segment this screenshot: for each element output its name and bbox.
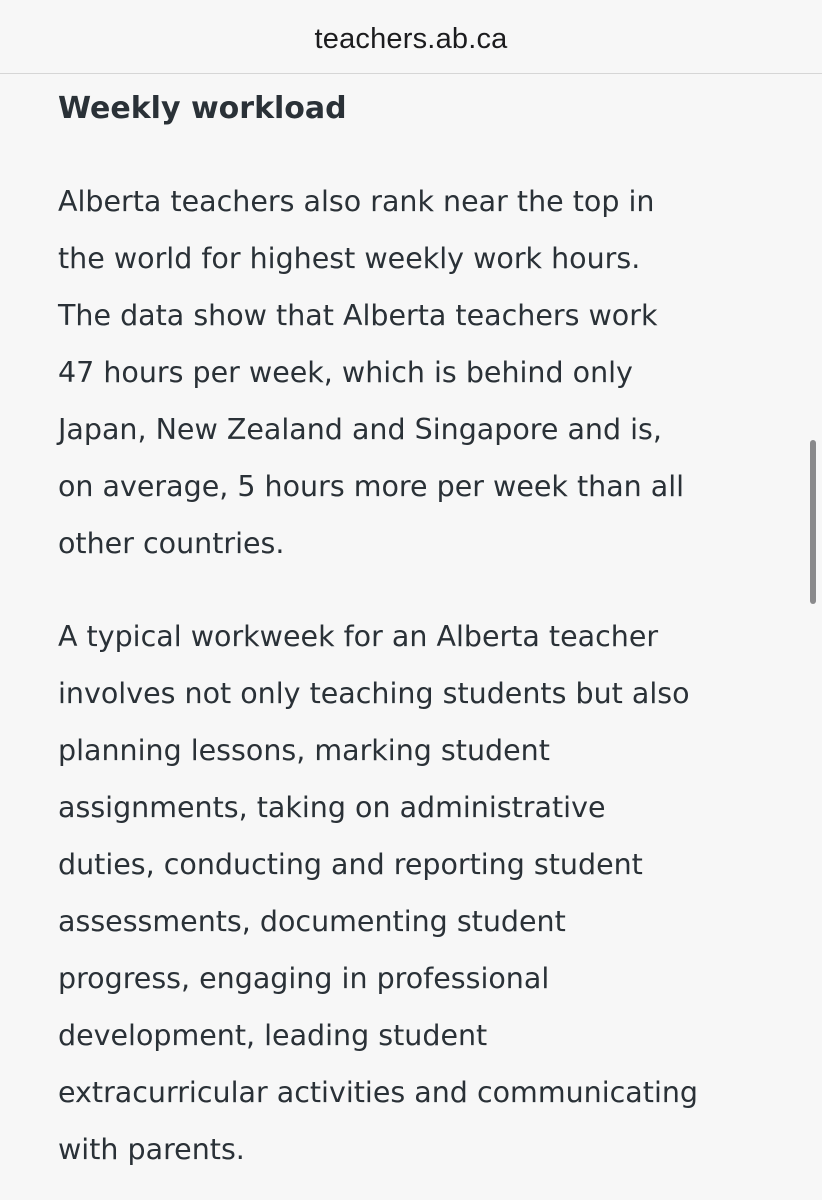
paragraph-line: assignments, taking on administrative	[58, 791, 606, 824]
paragraph-line: extracurricular activities and communicating	[58, 1076, 699, 1109]
address-bar[interactable]	[0, 0, 822, 74]
scrollbar-thumb[interactable]	[810, 440, 816, 604]
paragraph-line: 47 hours per week, which is behind only	[58, 356, 633, 389]
paragraph-line: assessments, documenting student	[58, 905, 566, 938]
paragraph-line: A typical workweek for an Alberta teacher	[58, 620, 659, 653]
paragraph-line: other countries.	[58, 527, 285, 560]
paragraph-line: on average, 5 hours more per week than all	[58, 470, 685, 503]
paragraph-line: planning lessons, marking student	[58, 734, 550, 767]
paragraph-line: involves not only teaching students but also	[58, 677, 690, 710]
paragraph-line: development, leading student	[58, 1019, 488, 1052]
paragraph-line: progress, engaging in professional	[58, 962, 550, 995]
paragraph-line: Japan, New Zealand and Singapore and is,	[58, 413, 662, 446]
url-text[interactable]: teachers.ab.ca	[314, 23, 508, 55]
paragraph-line: Alberta teachers also rank near the top in	[58, 185, 655, 218]
paragraph-line: The data show that Alberta teachers work	[58, 299, 658, 332]
section-heading: Weekly workload	[58, 91, 347, 126]
paragraph-line: duties, conducting and reporting student	[58, 848, 643, 881]
article-paragraph-1	[58, 173, 684, 572]
article-paragraph-2	[58, 608, 698, 1178]
paragraph-line: with parents.	[58, 1133, 245, 1166]
paragraph-line: the world for highest weekly work hours.	[58, 242, 641, 275]
